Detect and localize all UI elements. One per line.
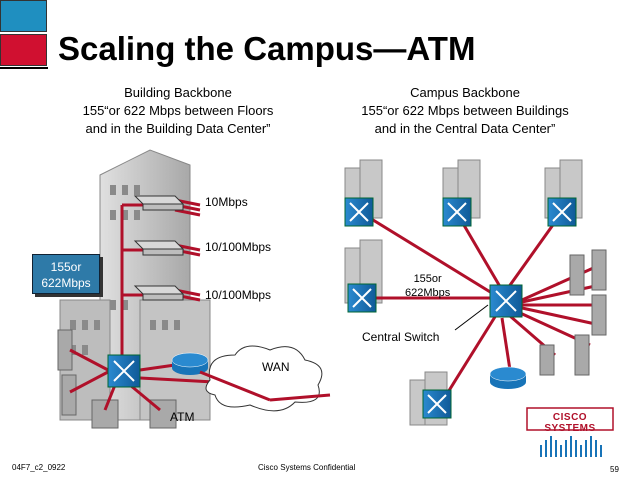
campus-switch-3 [548,198,576,226]
building-header-line-3: and in the Building Data Center” [85,121,271,136]
campus-header-line-2: 155“or 622 Mbps between Buildings [361,103,569,118]
campus-router [490,367,526,389]
footer-page-number: 59 [610,465,619,474]
campus-header-line-3: and in the Central Data Center” [374,121,556,136]
label-10mbps: 10Mbps [205,195,248,209]
footer-slide-id: 04F7_c2_0922 [12,463,66,472]
building-header-line-2: 155“or 622 Mbps between Floors [82,103,274,118]
campus-speed-line-2: 622Mbps [405,287,451,299]
label-10-100mbps-low: 10/100Mbps [205,288,272,302]
wan-cloud [200,346,330,411]
campus-switch-5 [423,390,451,418]
campus-switch-1 [345,198,373,226]
central-atm-switch [490,285,522,317]
callout-line-1: 155or [50,260,82,274]
central-switch-pointer [455,305,488,330]
campus-switch-4 [348,284,376,312]
building-header-line-1: Building Backbone [124,85,232,100]
campus-speed-line-1: 155or [413,273,442,285]
building-atm-switch [108,355,140,387]
campus-speed-label [405,272,450,300]
building-speed-callout [32,254,100,294]
campus-header-line-1: Campus Backbone [410,85,520,100]
cisco-logo-text: CISCO SYSTEMS [544,412,596,434]
central-switch-label: Central Switch [362,330,440,344]
page-title: Scaling the Campus—ATM [58,30,476,67]
campus-switch-2 [443,198,471,226]
callout-line-2: 622Mbps [41,276,91,290]
wan-label: WAN [262,360,290,374]
footer-confidential: Cisco Systems Confidential [258,463,356,472]
label-10-100mbps-mid: 10/100Mbps [205,240,272,254]
atm-label: ATM [170,410,195,424]
server-stacks-right [540,250,606,375]
campus-links [365,215,600,405]
